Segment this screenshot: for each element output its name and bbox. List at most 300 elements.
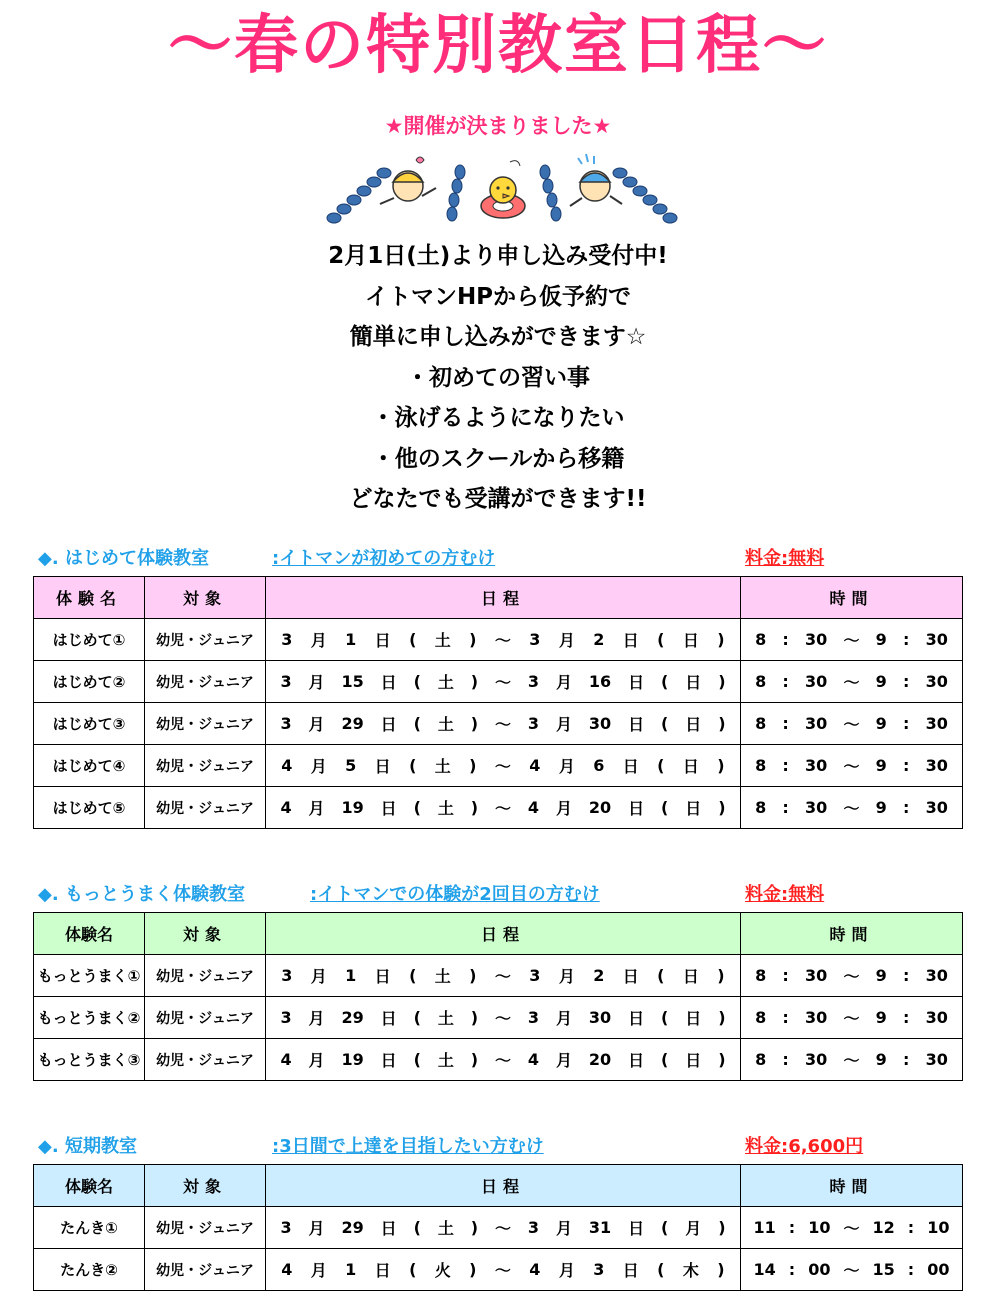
target-cell: 幼児・ジュニア [145, 997, 266, 1039]
date-token: 1 [345, 966, 357, 985]
schedule-table [33, 1164, 963, 1291]
date-token: ) [718, 798, 726, 817]
time-token: 〜 [843, 1261, 860, 1280]
time-token: 30 [805, 1050, 828, 1069]
date-token: ( [661, 714, 669, 733]
time-token: : [903, 630, 910, 649]
time-token: : [907, 1260, 915, 1279]
time-token: 〜 [843, 799, 860, 818]
time-token: 10 [808, 1218, 831, 1237]
time-token: 30 [925, 672, 948, 691]
date-token: 15 [341, 672, 364, 691]
date-token: 月 [558, 757, 575, 776]
time-cell [741, 955, 963, 997]
date-token: 日 [685, 1009, 702, 1028]
header-target: 対象 [145, 913, 266, 955]
time-token: 30 [805, 714, 828, 733]
date-cell [266, 1039, 741, 1081]
date-token: 1 [345, 630, 357, 649]
date-token: 月 [308, 1051, 325, 1070]
time-cell [741, 787, 963, 829]
class-name-cell: たんき② [34, 1249, 145, 1291]
time-token: : [782, 1050, 789, 1069]
swimmers-illustration [320, 152, 690, 230]
date-token: 日 [628, 673, 645, 692]
date-token: 19 [341, 1050, 364, 1069]
date-token: 〜 [494, 967, 511, 986]
date-token: ( [661, 798, 669, 817]
date-token: 日 [380, 1009, 397, 1028]
header-target: 対象 [145, 577, 266, 619]
header-time: 時間 [741, 1165, 963, 1207]
date-token: 3 [280, 1008, 292, 1027]
time-cell [741, 619, 963, 661]
time-token: 9 [875, 1050, 887, 1069]
date-token: ) [469, 966, 477, 985]
date-token: ( [413, 1050, 421, 1069]
time-cell [741, 1249, 963, 1291]
time-token: 8 [755, 672, 767, 691]
date-token: 土 [437, 1219, 454, 1238]
section-fee: 料金:6,600円 [745, 1136, 864, 1157]
date-cell [266, 787, 741, 829]
header-time: 時間 [741, 913, 963, 955]
date-token: 土 [437, 1009, 454, 1028]
date-token: 土 [437, 715, 454, 734]
date-token: 日 [685, 715, 702, 734]
date-token: ( [657, 630, 665, 649]
date-token: 月 [308, 1009, 325, 1028]
target-cell: 幼児・ジュニア [145, 1039, 266, 1081]
date-token: 〜 [494, 799, 511, 818]
date-token: ) [718, 672, 726, 691]
date-token: ( [661, 1008, 669, 1027]
time-token: : [903, 1050, 910, 1069]
time-token: : [903, 798, 910, 817]
date-token: ) [718, 1008, 726, 1027]
date-token: 土 [434, 757, 451, 776]
time-token: 10 [927, 1218, 950, 1237]
date-token: ( [657, 1260, 665, 1279]
date-token: 6 [593, 756, 605, 775]
date-token: 月 [555, 1219, 572, 1238]
date-token: 日 [685, 673, 702, 692]
time-token: 9 [875, 672, 887, 691]
time-token: 30 [805, 630, 828, 649]
time-token: 00 [808, 1260, 831, 1279]
date-token: 29 [341, 1008, 364, 1027]
date-token: 〜 [494, 757, 511, 776]
class-name-cell: もっとうまく② [34, 997, 145, 1039]
time-cell [741, 661, 963, 703]
time-token: 8 [755, 714, 767, 733]
date-token: ( [661, 672, 669, 691]
time-token: : [782, 798, 789, 817]
header-target: 対象 [145, 1165, 266, 1207]
date-token: 月 [308, 799, 325, 818]
date-cell [266, 619, 741, 661]
time-token: 15 [872, 1260, 895, 1279]
date-token: 4 [280, 798, 292, 817]
date-token: 日 [622, 1261, 639, 1280]
class-name-cell: はじめて① [34, 619, 145, 661]
time-token: 9 [875, 630, 887, 649]
time-token: : [788, 1260, 796, 1279]
date-token: 月 [555, 1051, 572, 1070]
intro-line: ・泳げるようになりたい [371, 405, 625, 431]
date-token: 日 [628, 1219, 645, 1238]
date-token: 木 [682, 1261, 699, 1280]
date-token: 月 [555, 715, 572, 734]
date-token: 3 [280, 714, 292, 733]
date-token: 4 [527, 1050, 540, 1069]
target-cell: 幼児・ジュニア [145, 619, 266, 661]
date-token: 日 [622, 757, 639, 776]
date-token: 日 [380, 799, 397, 818]
class-name-cell: はじめて④ [34, 745, 145, 787]
intro-line: ・初めての習い事 [406, 364, 590, 391]
header-date: 日程 [266, 577, 741, 619]
date-token: 日 [685, 1051, 702, 1070]
date-token: ) [469, 630, 477, 649]
section-title: ◆. はじめて体験教室 [38, 548, 209, 569]
date-token: 4 [527, 798, 540, 817]
table-row [34, 1039, 963, 1081]
class-name-cell: はじめて⑤ [34, 787, 145, 829]
time-token: : [782, 966, 789, 985]
time-cell [741, 745, 963, 787]
target-cell: 幼児・ジュニア [145, 1207, 266, 1249]
date-token: ( [413, 1218, 421, 1237]
section-tanki [0, 1128, 996, 1280]
date-token: 3 [280, 672, 292, 691]
table-row [34, 619, 963, 661]
date-token: 日 [685, 799, 702, 818]
date-token: 3 [527, 714, 540, 733]
time-token: 30 [925, 1008, 948, 1027]
time-token: 30 [925, 798, 948, 817]
time-cell [741, 703, 963, 745]
date-token: 3 [281, 630, 293, 649]
class-name-cell: はじめて③ [34, 703, 145, 745]
date-token: 3 [529, 630, 541, 649]
date-token: 29 [341, 1218, 364, 1237]
time-token: 8 [755, 756, 767, 775]
time-token: 14 [753, 1260, 776, 1279]
date-token: ( [413, 798, 421, 817]
time-token: : [782, 756, 789, 775]
time-token: 30 [925, 714, 948, 733]
table-row [34, 661, 963, 703]
section-fee: 料金:無料 [745, 548, 825, 569]
date-token: ) [470, 672, 479, 691]
time-cell [741, 1207, 963, 1249]
date-token: ( [413, 1008, 421, 1027]
date-token: 月 [308, 1219, 325, 1238]
date-token: ) [718, 1050, 726, 1069]
date-token: 4 [280, 1050, 292, 1069]
date-token: 〜 [494, 1009, 511, 1028]
date-token: 日 [374, 757, 391, 776]
date-cell [266, 955, 741, 997]
time-token: 9 [875, 1008, 887, 1027]
date-token: 月 [555, 673, 572, 692]
date-cell [266, 661, 741, 703]
date-token: ) [718, 714, 726, 733]
date-token: 日 [374, 967, 391, 986]
date-token: 1 [345, 1260, 357, 1279]
table-row [34, 1249, 963, 1291]
date-token: 〜 [494, 1261, 511, 1280]
date-token: 月 [555, 799, 572, 818]
section-motto-umaku [0, 876, 996, 1070]
date-token: 月 [558, 967, 575, 986]
date-token: 日 [380, 1219, 397, 1238]
header-date: 日程 [266, 913, 741, 955]
date-token: 4 [281, 756, 293, 775]
class-name-cell: たんき① [34, 1207, 145, 1249]
date-token: ( [409, 966, 417, 985]
date-cell [266, 745, 741, 787]
class-name-cell: もっとうまく③ [34, 1039, 145, 1081]
target-cell: 幼児・ジュニア [145, 745, 266, 787]
target-cell: 幼児・ジュニア [145, 661, 266, 703]
header-name: 体験名 [34, 1165, 145, 1207]
date-cell [266, 1249, 741, 1291]
intro-line: 2月1日(土)より申し込み受付中! [328, 243, 668, 269]
date-token: 月 [308, 673, 325, 692]
date-token: 火 [434, 1261, 451, 1280]
date-token: ) [469, 1260, 477, 1279]
section-description: :イトマンが初めての方むけ [272, 548, 496, 569]
date-token: 月 [310, 631, 327, 650]
date-token: 日 [628, 1009, 645, 1028]
time-token: 〜 [843, 631, 860, 650]
date-token: 〜 [494, 1219, 511, 1238]
date-token: 30 [588, 714, 612, 733]
date-token: ( [657, 966, 665, 985]
time-token: : [903, 1008, 910, 1027]
date-token: 月 [310, 757, 327, 776]
date-token: 2 [593, 966, 605, 985]
time-token: : [907, 1218, 915, 1237]
time-token: 8 [755, 630, 767, 649]
header-date: 日程 [266, 1165, 741, 1207]
date-token: 日 [380, 1051, 397, 1070]
date-token: 日 [628, 799, 645, 818]
date-cell [266, 1207, 741, 1249]
date-token: ) [717, 1260, 725, 1279]
date-token: ( [661, 1050, 669, 1069]
time-token: 〜 [843, 715, 860, 734]
date-token: 3 [529, 966, 541, 985]
section-title: ◆. もっとうまく体験教室 [38, 884, 245, 905]
date-token: ( [409, 756, 417, 775]
date-token: 4 [281, 1260, 293, 1279]
time-token: 8 [755, 966, 767, 985]
time-token: : [782, 714, 789, 733]
date-token: ) [717, 630, 725, 649]
intro-text [0, 236, 996, 520]
section-title: ◆. 短期教室 [38, 1136, 137, 1157]
target-cell: 幼児・ジュニア [145, 703, 266, 745]
intro-line: ・他のスクールから移籍 [371, 445, 625, 472]
time-token: : [903, 756, 910, 775]
date-token: 16 [588, 672, 612, 691]
date-token: 4 [529, 1260, 541, 1279]
date-token: 日 [374, 631, 391, 650]
time-token: : [903, 672, 910, 691]
date-token: 日 [682, 757, 699, 776]
date-token: ) [470, 1008, 479, 1027]
time-token: 〜 [843, 967, 860, 986]
target-cell: 幼児・ジュニア [145, 787, 266, 829]
time-token: 30 [925, 630, 948, 649]
table-row [34, 787, 963, 829]
table-row [34, 997, 963, 1039]
date-token: 日 [374, 1261, 391, 1280]
table-row [34, 745, 963, 787]
target-cell: 幼児・ジュニア [145, 1249, 266, 1291]
date-token: ) [718, 1218, 726, 1237]
time-token: : [782, 630, 789, 649]
date-token: 31 [588, 1218, 612, 1237]
time-token: 30 [805, 798, 828, 817]
intro-line: イトマンHPから仮予約で [364, 283, 632, 310]
date-token: 3 [281, 966, 293, 985]
time-token: : [903, 966, 910, 985]
time-token: : [782, 1008, 789, 1027]
date-token: 土 [434, 631, 451, 650]
section-fee: 料金:無料 [745, 884, 825, 905]
time-token: 00 [927, 1260, 950, 1279]
header-time: 時間 [741, 577, 963, 619]
date-token: 2 [593, 630, 605, 649]
date-token: 土 [437, 1051, 454, 1070]
time-token: 30 [925, 966, 948, 985]
date-token: ) [469, 756, 477, 775]
intro-line: 簡単に申し込みができます☆ [349, 324, 647, 350]
time-token: 〜 [843, 1051, 860, 1070]
date-token: 30 [588, 1008, 612, 1027]
time-token: 9 [875, 714, 887, 733]
section-hajimete [0, 540, 996, 818]
date-token: ( [661, 1218, 669, 1237]
date-token: 3 [593, 1260, 605, 1279]
table-row [34, 955, 963, 997]
date-token: ( [409, 1260, 417, 1279]
class-name-cell: もっとうまく① [34, 955, 145, 997]
time-token: 〜 [843, 673, 860, 692]
date-token: 日 [682, 967, 699, 986]
date-token: 20 [588, 1050, 612, 1069]
date-token: 日 [380, 715, 397, 734]
time-token: 12 [872, 1218, 895, 1237]
date-token: 月 [555, 1009, 572, 1028]
time-token: 9 [875, 756, 887, 775]
date-token: ( [413, 714, 421, 733]
time-token: 〜 [843, 1219, 860, 1238]
time-token: 30 [805, 966, 828, 985]
date-token: 4 [529, 756, 541, 775]
announcement-subtitle: ★開催が決まりました★ [384, 114, 612, 138]
date-token: 土 [437, 673, 454, 692]
time-token: 30 [925, 756, 948, 775]
date-token: ) [470, 798, 479, 817]
date-token: 月 [558, 631, 575, 650]
date-token: 日 [628, 715, 645, 734]
date-token: ( [657, 756, 665, 775]
time-token: : [903, 714, 910, 733]
date-token: 月 [685, 1219, 702, 1238]
intro-line: どなたでも受講ができます!! [349, 486, 647, 512]
date-cell [266, 997, 741, 1039]
date-token: 日 [622, 631, 639, 650]
date-token: 日 [380, 673, 397, 692]
time-token: 〜 [843, 1009, 860, 1028]
date-token: ( [409, 630, 417, 649]
time-token: 9 [875, 966, 887, 985]
time-token: 30 [805, 756, 828, 775]
date-token: ( [413, 672, 421, 691]
time-token: : [788, 1218, 796, 1237]
time-token: 8 [755, 1008, 767, 1027]
date-token: 月 [310, 967, 327, 986]
header-name: 体験名 [34, 577, 145, 619]
date-token: 月 [308, 715, 325, 734]
time-token: 30 [805, 1008, 828, 1027]
date-token: 3 [527, 672, 540, 691]
schedule-table [33, 912, 963, 1081]
date-token: 5 [345, 756, 357, 775]
time-cell [741, 1039, 963, 1081]
time-token: 8 [755, 798, 767, 817]
date-token: 〜 [494, 715, 511, 734]
target-cell: 幼児・ジュニア [145, 955, 266, 997]
date-token: ) [717, 756, 725, 775]
section-description: :イトマンでの体験が2回目の方むけ [310, 884, 600, 905]
date-token: 〜 [494, 673, 511, 692]
date-token: ) [470, 1218, 479, 1237]
date-token: 3 [527, 1008, 540, 1027]
time-cell [741, 997, 963, 1039]
date-token: ) [470, 1050, 479, 1069]
time-token: 9 [875, 798, 887, 817]
time-token: 30 [805, 672, 828, 691]
time-token: 8 [755, 1050, 767, 1069]
date-token: 〜 [494, 631, 511, 650]
table-row [34, 1207, 963, 1249]
date-token: 〜 [494, 1051, 511, 1070]
class-name-cell: はじめて② [34, 661, 145, 703]
page-title: 〜春の特別教室日程〜 [168, 9, 828, 83]
table-row [34, 703, 963, 745]
time-token: 11 [753, 1218, 776, 1237]
date-token: 月 [558, 1261, 575, 1280]
date-cell [266, 703, 741, 745]
time-token: 30 [925, 1050, 948, 1069]
date-token: 日 [682, 631, 699, 650]
schedule-table [33, 576, 963, 829]
header-name: 体験名 [34, 913, 145, 955]
date-token: 20 [588, 798, 612, 817]
date-token: 3 [527, 1218, 540, 1237]
section-description: :3日間で上達を目指したい方むけ [272, 1136, 544, 1157]
time-token: 〜 [843, 757, 860, 776]
date-token: 29 [341, 714, 364, 733]
date-token: 3 [280, 1218, 292, 1237]
date-token: 19 [341, 798, 364, 817]
